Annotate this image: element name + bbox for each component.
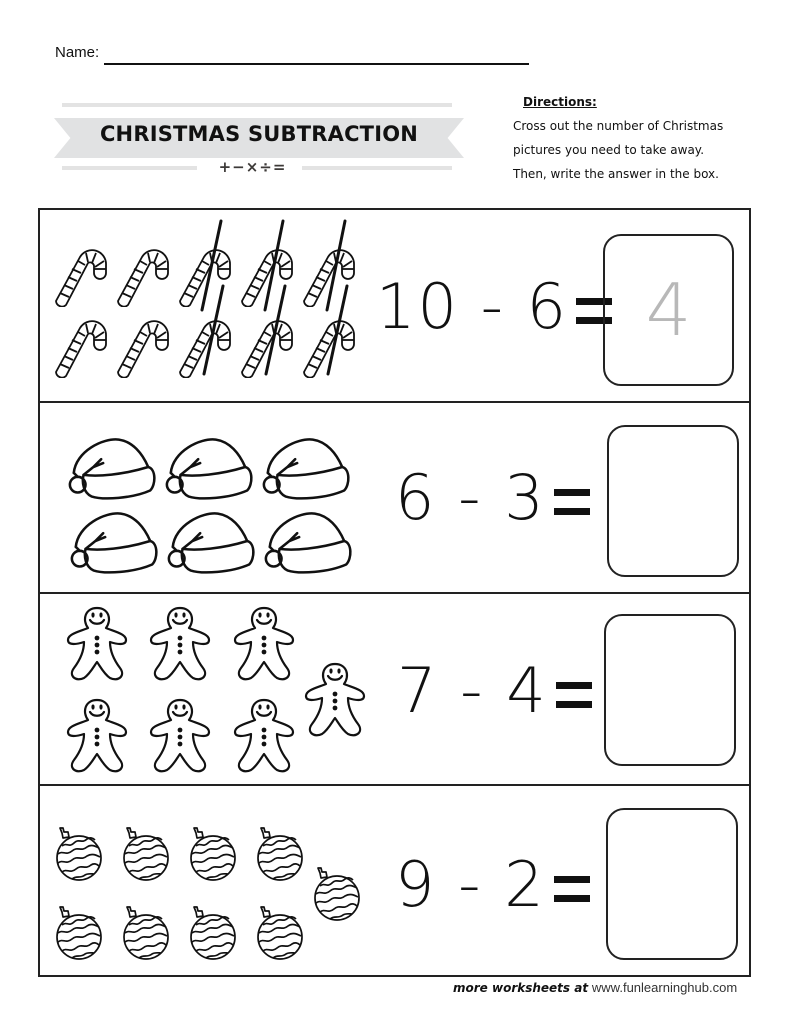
equation — [395, 848, 590, 921]
problem-3 — [40, 594, 749, 786]
equation — [397, 654, 592, 727]
name-row — [55, 44, 530, 68]
page-title: CHRISTMAS SUBTRACTION — [99, 122, 419, 146]
name-label: Name: — [55, 44, 100, 61]
worksheet-grid — [38, 208, 751, 977]
equals-sign — [554, 489, 590, 515]
problem-4 — [40, 786, 749, 975]
picture-group-gingerbread — [40, 594, 380, 784]
equation-text: 9 - 2 — [395, 848, 546, 921]
gingerbread-man-icon[interactable] — [147, 606, 213, 686]
footer — [453, 980, 737, 995]
footer-prefix: more worksheets at — [453, 981, 589, 995]
santa-hat-icon[interactable] — [64, 433, 158, 503]
gingerbread-man-icon[interactable] — [147, 698, 213, 778]
equation-text: 6 - 3 — [395, 461, 546, 534]
problem-1 — [40, 210, 749, 403]
gingerbread-man-icon[interactable] — [64, 698, 130, 778]
answer-box-1[interactable] — [603, 234, 734, 386]
ornament-icon[interactable] — [186, 826, 236, 882]
answer-value: 4 — [645, 268, 692, 352]
answer-box-2[interactable] — [607, 425, 739, 577]
footer-link[interactable]: www.funlearninghub.com — [591, 980, 738, 995]
santa-hat-icon[interactable] — [161, 433, 255, 503]
math-symbols-icon: +−×÷= — [218, 158, 287, 176]
directions — [513, 95, 773, 181]
ornament-icon[interactable] — [52, 826, 102, 882]
banner-divider-top — [62, 103, 452, 107]
name-write-line[interactable] — [104, 63, 529, 65]
equation — [376, 270, 612, 343]
problem-2 — [40, 403, 749, 594]
ornament-icon[interactable] — [52, 905, 102, 961]
directions-line-3: Then, write the answer in the box. — [513, 167, 719, 181]
gingerbread-man-icon[interactable] — [64, 606, 130, 686]
title-banner — [50, 98, 480, 188]
directions-title: Directions: — [523, 95, 597, 109]
santa-hat-icon[interactable] — [66, 507, 160, 577]
ornament-icon[interactable] — [119, 826, 169, 882]
picture-group-santa-hats — [40, 403, 380, 592]
ornament-icon[interactable] — [119, 905, 169, 961]
directions-line-1: Cross out the number of Christmas — [513, 119, 724, 133]
picture-group-ornaments — [40, 786, 380, 975]
equation-text: 10 - 6 — [376, 270, 569, 343]
directions-line-2: pictures you need to take away. — [513, 143, 705, 157]
cross-out-marks — [40, 210, 380, 403]
ornament-icon[interactable] — [253, 905, 303, 961]
answer-box-4[interactable] — [606, 808, 738, 960]
santa-hat-icon[interactable] — [258, 433, 352, 503]
ornament-icon[interactable] — [310, 866, 360, 922]
equals-sign — [554, 876, 590, 902]
gingerbread-man-icon[interactable] — [231, 698, 297, 778]
santa-hat-icon[interactable] — [260, 507, 354, 577]
answer-box-3[interactable] — [604, 614, 736, 766]
picture-group-candy-canes — [40, 210, 380, 401]
ornament-icon[interactable] — [253, 826, 303, 882]
santa-hat-icon[interactable] — [163, 507, 257, 577]
equals-sign — [556, 682, 592, 708]
equation — [395, 461, 590, 534]
ornament-icon[interactable] — [186, 905, 236, 961]
equation-text: 7 - 4 — [397, 654, 548, 727]
gingerbread-man-icon[interactable] — [231, 606, 297, 686]
banner-divider-right — [302, 166, 452, 170]
gingerbread-man-icon[interactable] — [302, 662, 368, 742]
banner-divider-left — [62, 166, 197, 170]
